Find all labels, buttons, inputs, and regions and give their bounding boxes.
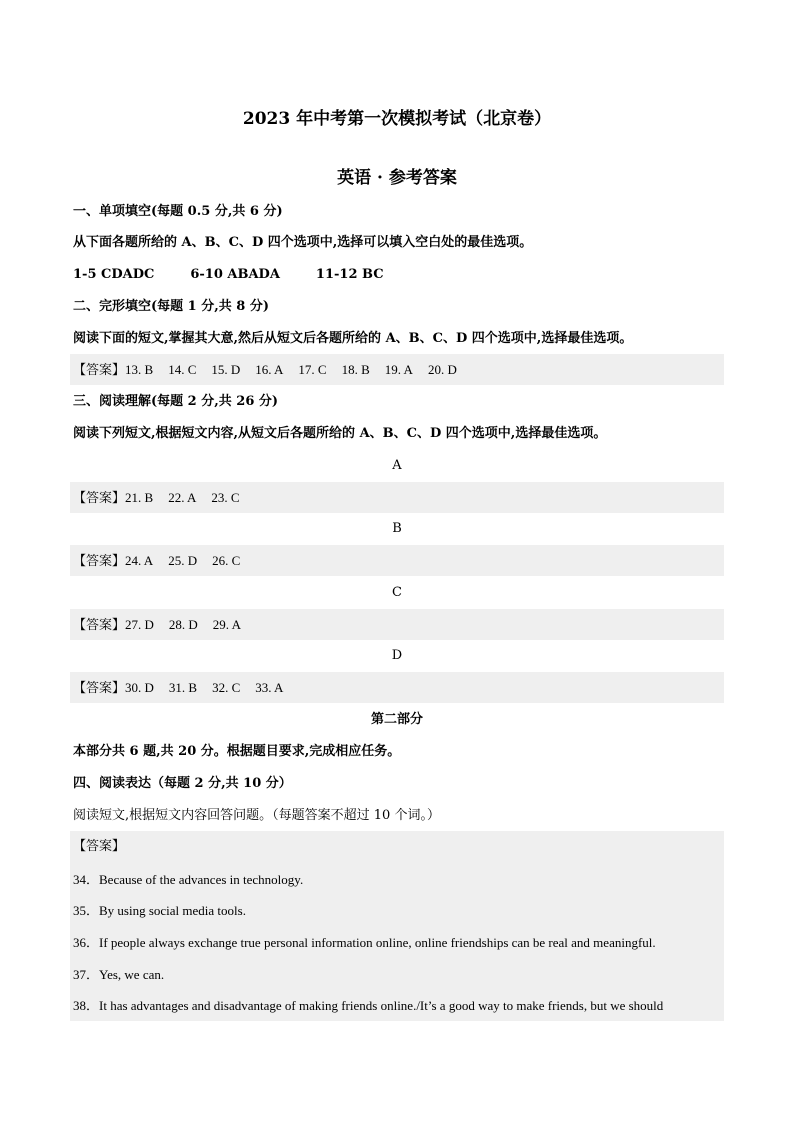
answer-38: 38．It has advantages and disadvantage of making friends online./It’s a good way to make friends, but we should: [73, 998, 664, 1013]
answer-34: 34．Because of the advances in technology.: [73, 872, 304, 887]
answer-36: 36．If people always exchange true personal information online, online friendships can be real and meaningful.: [73, 935, 656, 950]
section1-heading: 一、单项填空(每题 0.5 分,共 6 分): [73, 204, 283, 219]
answer-item: 30. D: [125, 680, 154, 695]
section1-answer-keys: [73, 266, 420, 284]
passage-c-answers: [73, 616, 256, 635]
answer-item: 22. A: [168, 490, 197, 505]
answer-item: 17. C: [298, 362, 327, 377]
answer-35: 35．By using social media tools.: [73, 903, 246, 918]
page-title: 2023 年中考第一次模拟考试（北京卷）: [242, 109, 552, 129]
answer-key: 1-5 CDADC: [73, 267, 155, 282]
passage-label-d: D: [391, 648, 403, 663]
page-subtitle: 英语 · 参考答案: [337, 168, 457, 188]
passage-label-c: C: [392, 585, 402, 600]
passage-b-answers: [73, 552, 255, 571]
answer-item: 31. B: [168, 680, 198, 695]
passage-d-answers: [73, 679, 298, 698]
section1-instruction: 从下面各题所给的 A、B、C、D 四个选项中,选择可以填入空白处的最佳选项。: [73, 235, 533, 250]
answer-item: 13. B: [125, 362, 154, 377]
answer-item: 20. D: [427, 362, 457, 377]
answer-tag: 【答案】: [73, 618, 126, 633]
answer-tag: 【答案】: [73, 681, 126, 696]
answer-item: 28. D: [168, 617, 198, 632]
answer-37: 37．Yes, we can.: [73, 967, 165, 982]
section4-instruction: 阅读短文,根据短文内容回答问题。（每题答案不超过 10 个词。）: [73, 808, 440, 823]
answer-tag: 【答案】: [73, 491, 126, 506]
answer-item: 16. A: [255, 362, 284, 377]
section2-answers: [73, 361, 472, 380]
answer-tag: 【答案】: [73, 554, 126, 569]
passage-label-a: A: [392, 458, 402, 473]
answer-item: 18. B: [341, 362, 370, 377]
section4-heading: 四、阅读表达（每题 2 分,共 10 分）: [73, 776, 292, 791]
answer-item: 25. D: [168, 553, 198, 568]
answer-item: 32. C: [212, 680, 241, 695]
passage-label-b: B: [392, 521, 402, 536]
section3-heading: 三、阅读理解(每题 2 分,共 26 分): [73, 394, 279, 409]
answer-item: 21. B: [125, 490, 154, 505]
part2-intro: 本部分共 6 题,共 20 分。根据题目要求,完成相应任务。: [73, 744, 401, 759]
answer-key: 11-12 BC: [315, 267, 384, 282]
answer-item: 24. A: [125, 553, 154, 568]
answer-box-section4: [70, 831, 724, 1021]
section2-heading: 二、完形填空(每题 1 分,共 8 分): [73, 299, 270, 314]
section3-instruction: 阅读下列短文,根据短文内容,从短文后各题所给的 A、B、C、D 四个选项中,选择最佳选项。: [73, 426, 607, 441]
answer-item: 14. C: [168, 362, 197, 377]
section4-answer-tag: 【答案】: [73, 839, 126, 854]
passage-a-answers: [73, 489, 255, 508]
answer-item: 19. A: [384, 362, 413, 377]
answer-item: 27. D: [125, 617, 154, 632]
answer-tag: 【答案】: [73, 363, 126, 378]
answer-item: 29. A: [212, 617, 241, 632]
part2-heading: 第二部分: [370, 712, 423, 727]
answer-key: 6-10 ABADA: [190, 267, 280, 282]
answer-item: 26. C: [212, 553, 241, 568]
answer-item: 15. D: [211, 362, 241, 377]
answer-item: 33. A: [255, 680, 284, 695]
answer-item: 23. C: [211, 490, 240, 505]
section2-instruction: 阅读下面的短文,掌握其大意,然后从短文后各题所给的 A、B、C、D 四个选项中,选择最佳选项。: [73, 331, 633, 346]
